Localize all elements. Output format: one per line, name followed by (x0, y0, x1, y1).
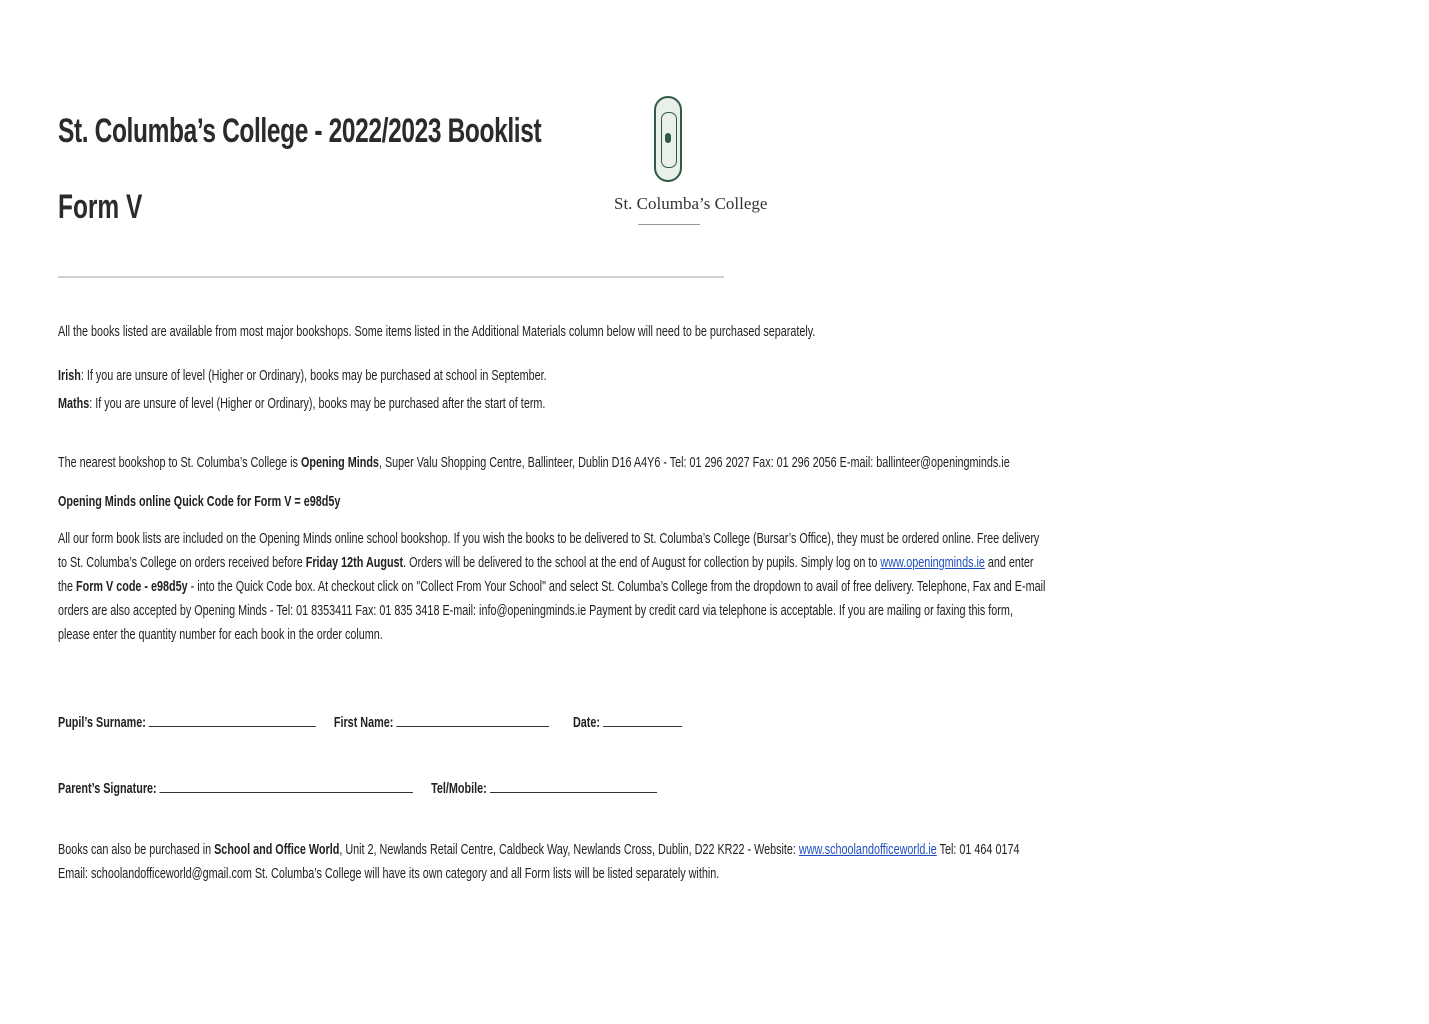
surname-label: Pupil’s Surname: (58, 714, 146, 731)
page-subtitle: Form V (58, 188, 143, 226)
tel-field[interactable] (490, 778, 657, 793)
availability-note: All the books listed are available from most major bookshops. Some items listed in the Additional Materials column below will need to be purchased separately. (58, 323, 816, 340)
online-line-1: All our form book lists are included on the Opening Minds online school bookshop. If you wish the books to be delivered to St. Columba’s College (Bursar’s Office), they must be ordered online. Free delivery (58, 530, 1040, 547)
college-logo (614, 96, 768, 232)
openingminds-link[interactable]: www.openingminds.ie (880, 554, 985, 571)
parent-fields-row (58, 778, 890, 797)
page-title: St. Columba’s College - 2022/2023 Booklist (58, 112, 542, 150)
irish-note: Irish: If you are unsure of level (Higher or Ordinary), books may be purchased at school in September. (58, 367, 547, 384)
irish-label: Irish (58, 367, 81, 384)
maths-note: Maths: If you are unsure of level (Higher or Ordinary), books may be purchased after the start of term. (58, 395, 546, 412)
crest-icon (654, 96, 682, 182)
tel-label: Tel/Mobile: (431, 780, 487, 797)
school-office-line-1: Books can also be purchased in School and Office World, Unit 2, Newlands Retail Centre, Caldbeck Way, Newlands Cross, Dublin, D22 KR22 - Website: www.schoolandofficeworld.ie Tel: 01 464 0174 (58, 841, 1020, 858)
online-line-3: the Form V code - e98d5y - into the Quick Code box. At checkout click on "Collect From Your School" and select St. Columba’s College from the dropdown to avail of free delivery. Telephone, Fax and E-mail (58, 578, 1046, 595)
signature-field[interactable] (160, 778, 413, 793)
bookshop-info: The nearest bookshop to St. Columba’s College is Opening Minds, Super Valu Shopping Centre, Ballinteer, Dublin D16 A4Y6 - Tel: 01 296 2027 Fax: 01 296 2056 E-mail: ballinteer@openingminds.ie (58, 454, 1010, 471)
header-divider (58, 276, 724, 278)
first-name-label: First Name: (333, 714, 394, 731)
signature-label: Parent’s Signature: (58, 780, 157, 797)
online-line-5: please enter the quantity number for each book in the order column. (58, 626, 383, 643)
schoolandofficeworld-link[interactable]: www.schoolandofficeworld.ie (798, 841, 937, 858)
date-label: Date: (572, 714, 600, 731)
logo-divider (638, 224, 700, 225)
first-name-field[interactable] (396, 712, 549, 727)
logo-text: St. Columba’s College (614, 194, 768, 213)
school-office-line-2: Email: schoolandofficeworld@gmail.com St. Columba’s College will have its own category and all Form lists will be listed separately within. (58, 865, 720, 882)
date-field[interactable] (603, 712, 682, 727)
maths-label: Maths (58, 395, 90, 412)
surname-field[interactable] (149, 712, 316, 727)
quick-code: Opening Minds online Quick Code for Form V = e98d5y (58, 493, 341, 510)
online-line-4: orders are also accepted by Opening Minds - Tel: 01 8353411 Fax: 01 835 3418 E-mail: info@openingminds.ie Payment by credit card via telephone is acceptable. If you are mailing or faxing this form, (58, 602, 1013, 619)
online-line-2: to St. Columba’s College on orders received before Friday 12th August. Orders will be delivered to the school at the end of August for collection by pupils. Simply log on to www.openingminds.ie and enter (58, 554, 1034, 571)
bookshop-name: Opening Minds (300, 454, 379, 471)
pupil-fields-row (58, 712, 925, 731)
